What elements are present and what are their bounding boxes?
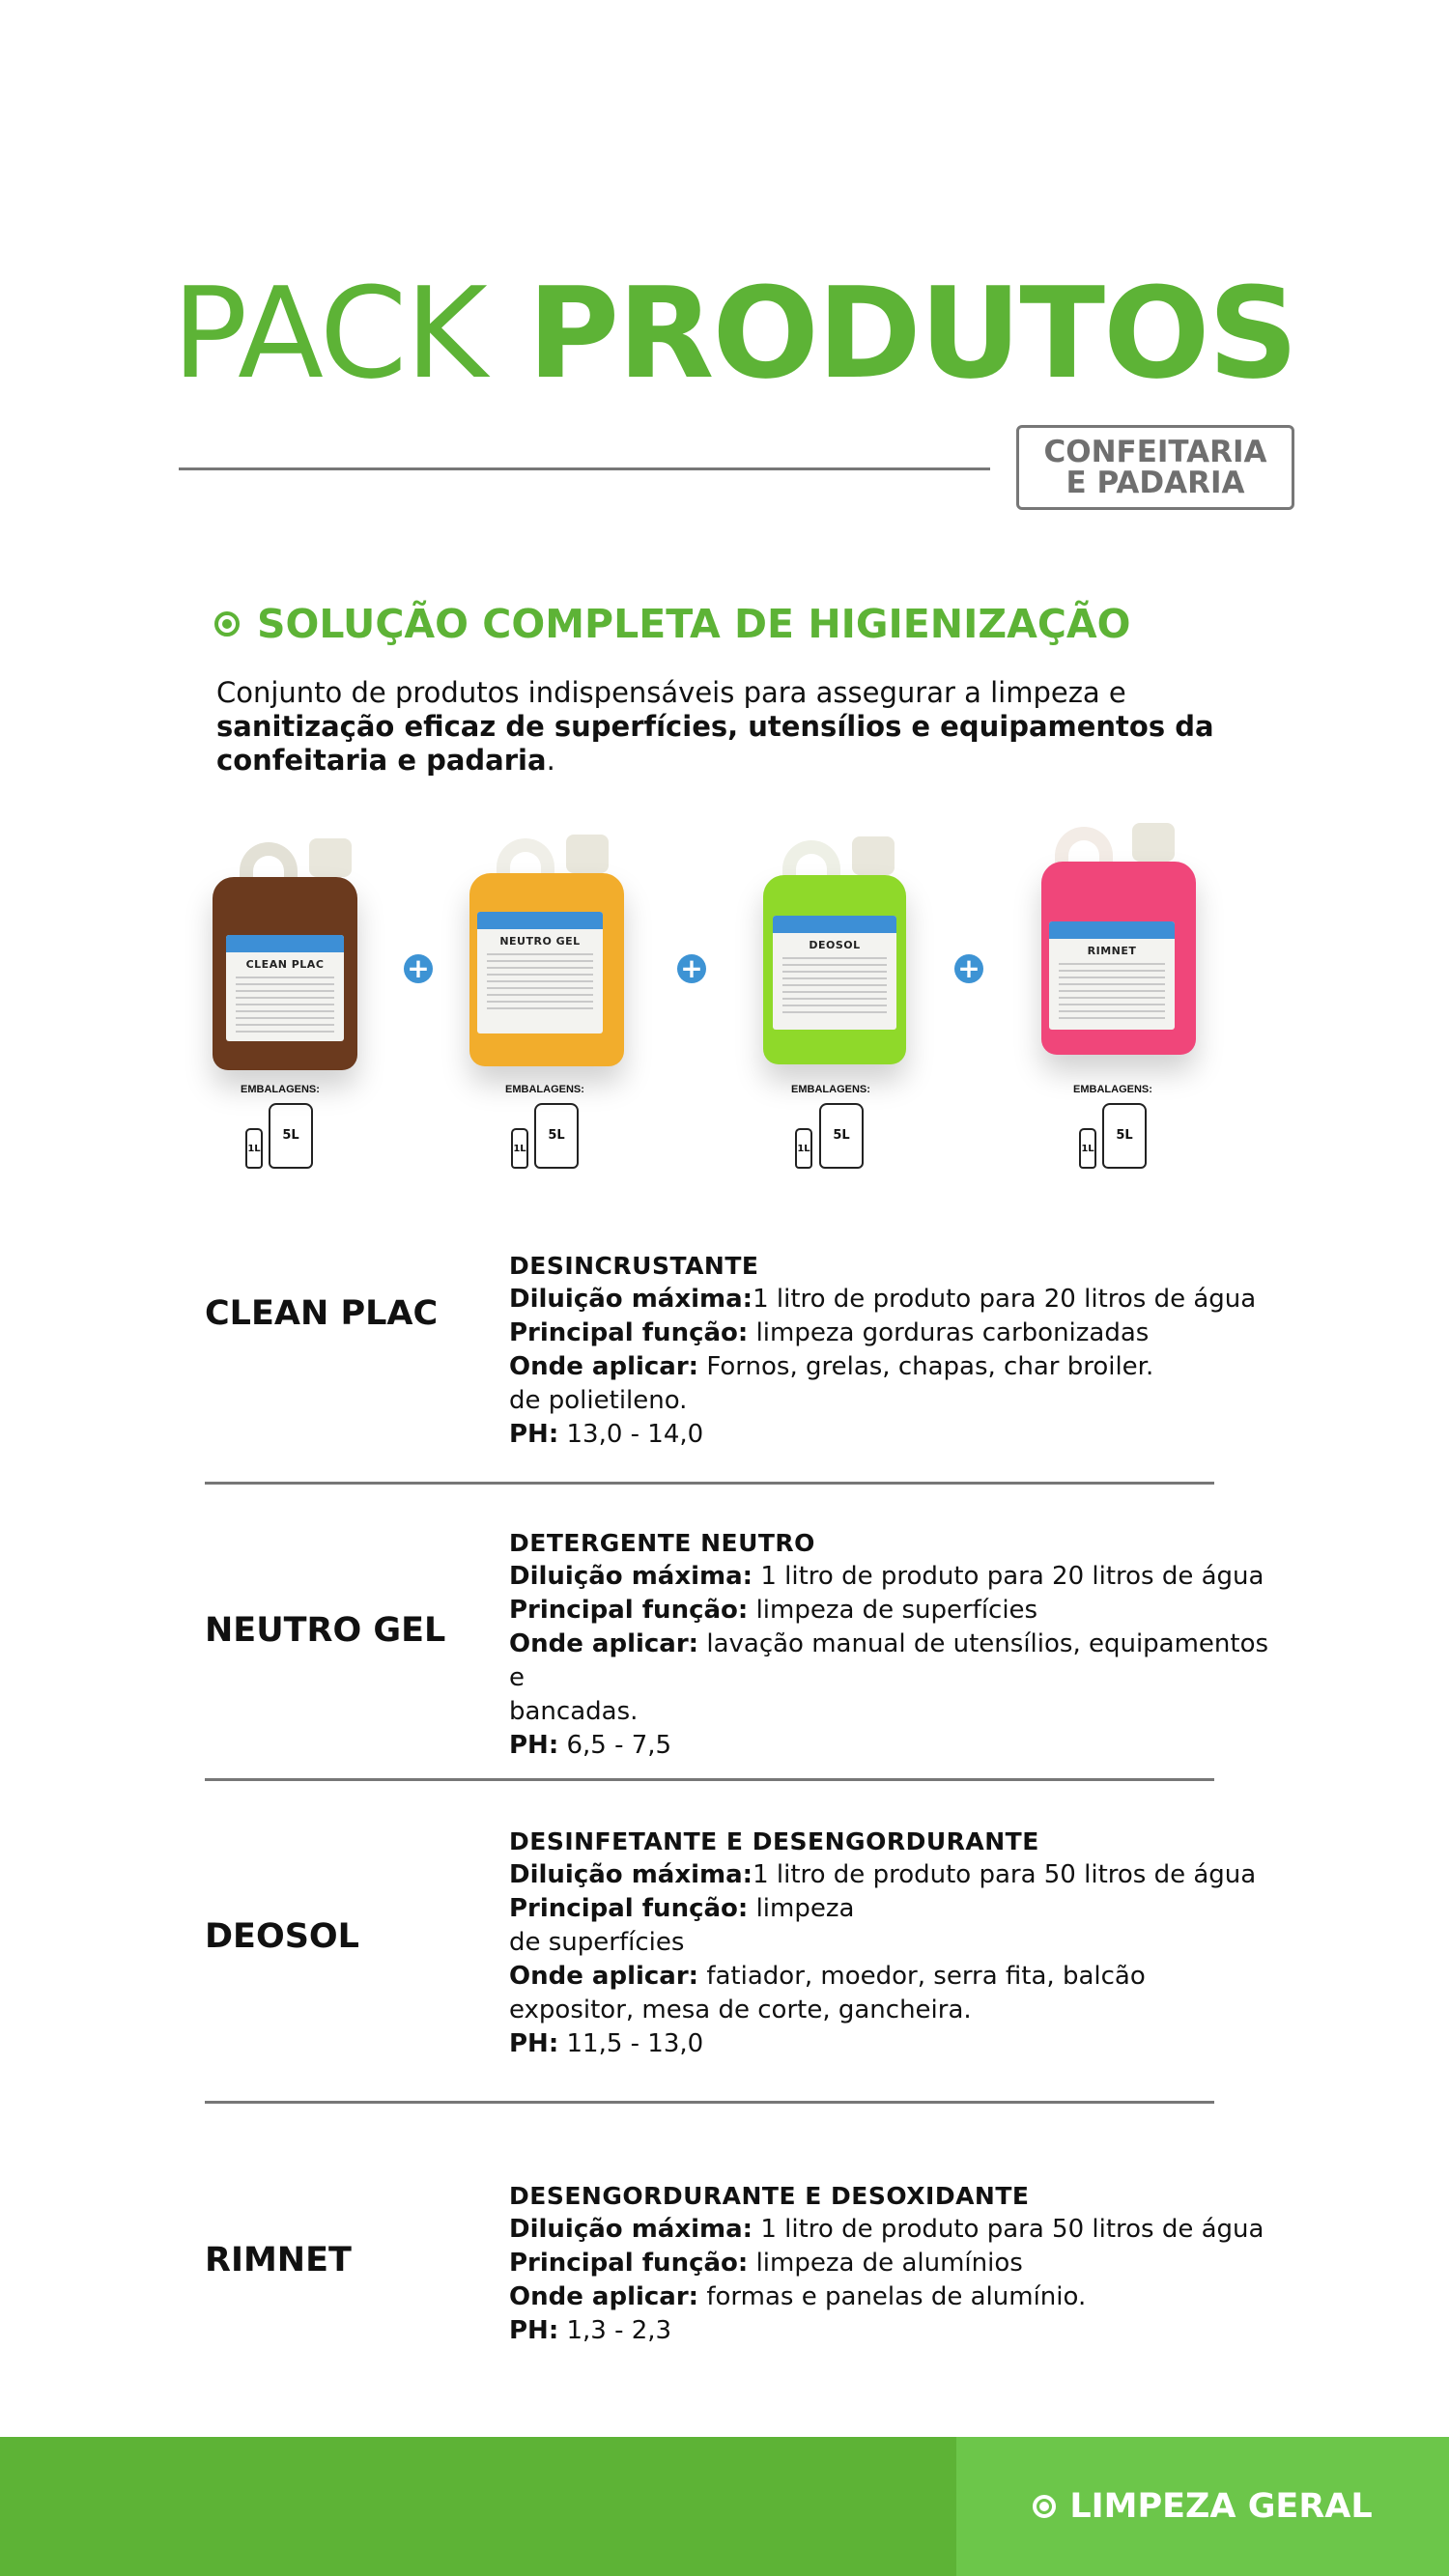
product-type: DESINFETANTE E DESENGORDURANTE — [509, 1827, 1039, 1855]
product-type: DESINCRUSTANTE — [509, 1252, 759, 1280]
product-image-neutro-gel — [442, 802, 649, 1082]
intro-bold: sanitização eficaz de superfícies, utensílios e equipamentos da confeitaria e padaria — [216, 710, 1214, 777]
product-name: NEUTRO GEL — [205, 1611, 446, 1650]
product-details: DESENGORDURANTE E DESOXIDANTE Diluição máxima: 1 litro de produto para 50 litros de água Principal função: limpeza de alumínios Onde aplicar: formas e panelas de alumínio. PH: 1,3 - 2,3 — [509, 2179, 1292, 2348]
header-divider — [179, 467, 990, 470]
section-divider — [205, 1778, 1214, 1781]
product-name: DEOSOL — [205, 1917, 359, 1956]
jug-5l-icon: 5L — [534, 1103, 579, 1169]
product-details: DESINCRUSTANTE Diluição máxima:1 litro de produto para 20 litros de água Principal função: limpeza gorduras carbonizadas Onde aplicar: Fornos, grelas, chapas, char broiler. de polietileno. PH: 13,0 - 14,0 — [509, 1249, 1292, 1452]
bottle-1l-icon: 1L — [795, 1128, 812, 1169]
section-heading — [214, 601, 1131, 647]
jug-5l-icon: 5L — [269, 1103, 313, 1169]
section-heading-text: SOLUÇÃO COMPLETA DE HIGIENIZAÇÃO — [257, 601, 1131, 647]
intro-plain: Conjunto de produtos indispensáveis para assegurar a limpeza e — [216, 676, 1126, 709]
packaging-label: EMBALAGENS: — [791, 1084, 870, 1095]
target-icon — [214, 611, 240, 637]
product-name: RIMNET — [205, 2241, 352, 2279]
bottle-1l-icon: 1L — [511, 1128, 528, 1169]
bottle-1l-icon: 1L — [1079, 1128, 1096, 1169]
product-type: DESENGORDURANTE E DESOXIDANTE — [509, 2182, 1030, 2210]
product-image-clean-plac — [164, 821, 396, 1082]
plus-icon: + — [404, 954, 433, 983]
footer-tag-text: LIMPEZA GERAL — [1069, 2487, 1373, 2526]
title-light: PACK — [172, 260, 486, 407]
jug-5l-icon: 5L — [819, 1103, 864, 1169]
title-bold: PRODUTOS — [527, 260, 1297, 407]
packaging-label: EMBALAGENS: — [1073, 1084, 1152, 1095]
product-image-rimnet — [987, 790, 1240, 1080]
plus-icon: + — [677, 954, 706, 983]
category-tag — [1016, 425, 1294, 510]
jug-label: NEUTRO GEL — [477, 912, 603, 1033]
jug-label: CLEAN PLAC — [226, 935, 344, 1041]
product-type: DETERGENTE NEUTRO — [509, 1529, 815, 1557]
page-title — [172, 261, 1296, 406]
jug-5l-icon: 5L — [1102, 1103, 1147, 1169]
product-details: DESINFETANTE E DESENGORDURANTE Diluição máxima:1 litro de produto para 50 litros de água Principal função: limpeza de superfícies Onde aplicar: fatiador, moedor, serra fita, balcão expositor, mesa de corte, gancheira. PH: 11,5 - 13,0 — [509, 1825, 1292, 2061]
bottle-1l-icon: 1L — [245, 1128, 263, 1169]
target-icon — [1033, 2495, 1056, 2518]
jug-label: RIMNET — [1049, 921, 1175, 1030]
product-image-deosol — [734, 821, 927, 1082]
product-name: CLEAN PLAC — [205, 1294, 439, 1333]
section-divider — [205, 2101, 1214, 2104]
product-details: DETERGENTE NEUTRO Diluição máxima: 1 litro de produto para 20 litros de água Principal função: limpeza de superfícies Onde aplicar: lavação manual de utensílios, equipamentos e bancadas. PH: 6,5 - 7,5 — [509, 1526, 1292, 1763]
packaging-label: EMBALAGENS: — [505, 1084, 584, 1095]
packaging-label: EMBALAGENS: — [241, 1084, 320, 1095]
intro-paragraph — [216, 676, 1231, 778]
intro-period: . — [546, 744, 555, 777]
footer-bar — [0, 2437, 956, 2576]
category-tag-line2: E PADARIA — [1065, 466, 1245, 500]
section-divider — [205, 1482, 1214, 1485]
plus-icon: + — [954, 954, 983, 983]
footer-category-tag — [956, 2437, 1449, 2576]
category-tag-line1: CONFEITARIA — [1043, 435, 1267, 469]
jug-label: DEOSOL — [773, 916, 896, 1030]
